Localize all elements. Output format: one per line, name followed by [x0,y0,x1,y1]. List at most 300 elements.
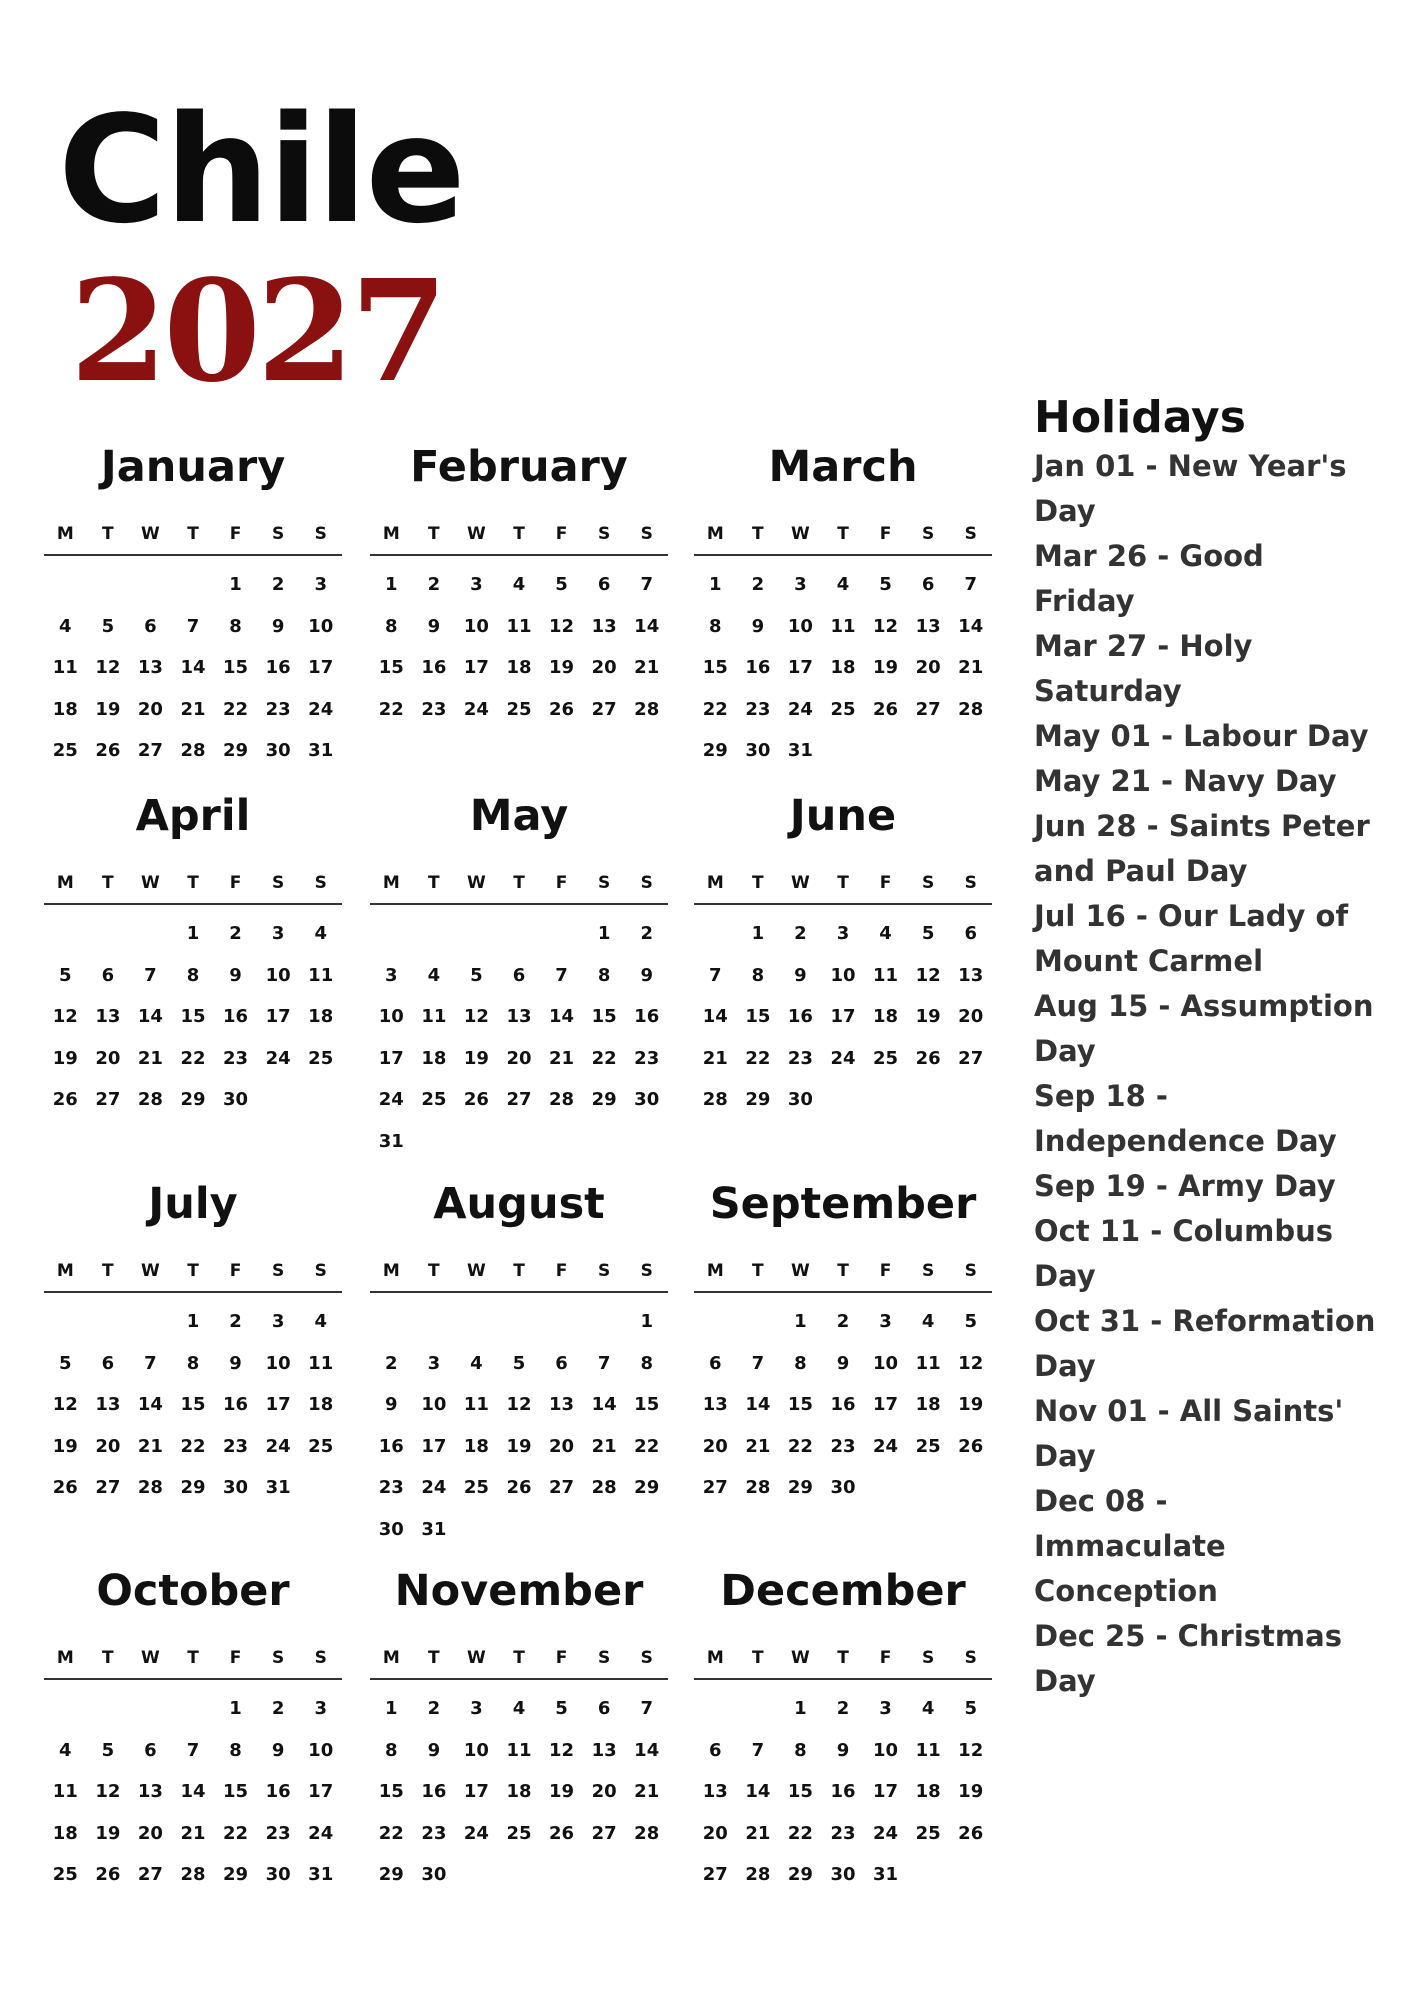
day-cell: 5 [59,964,72,986]
weekday-label: S [922,524,935,544]
day-cell: 25 [421,1089,447,1111]
day-cell: 1 [751,923,765,945]
weekday-label: F [229,1261,242,1281]
day-cell: 11 [308,1352,334,1374]
day-cell: 26 [873,698,899,720]
day-cell: 23 [378,1477,404,1499]
day-cell: 26 [52,1089,78,1111]
day-cell: 16 [830,1394,856,1416]
day-cell: 19 [549,1781,575,1803]
day-cell: 17 [873,1781,899,1803]
day-cell: 10 [463,615,489,637]
weekday-label: S [598,1261,611,1281]
day-cell: 9 [427,615,441,637]
day-cell: 20 [95,1435,121,1457]
day-cell: 16 [421,1781,447,1803]
weekday-label: S [640,873,653,893]
weekday-label: T [752,873,764,893]
holiday-line: Day [1034,1439,1096,1473]
weekday-label: S [640,524,653,544]
day-cell: 22 [634,1435,660,1457]
weekday-label: S [272,873,285,893]
day-cell: 24 [308,1822,334,1844]
day-cell: 19 [95,698,121,720]
day-cell: 17 [265,1394,291,1416]
day-cell: 4 [314,1311,327,1333]
day-cell: 31 [308,740,334,762]
day-cell: 17 [421,1435,447,1457]
day-cell: 18 [52,1822,78,1844]
day-cell: 1 [229,574,242,596]
day-cell: 17 [308,657,334,679]
day-cell: 23 [265,698,291,720]
day-cell: 16 [223,1394,249,1416]
day-cell: 24 [873,1435,899,1457]
day-cell: 7 [186,615,200,637]
day-cell: 6 [555,1352,568,1374]
day-grid [370,913,668,1162]
month-name: June [789,791,897,841]
day-cell: 13 [137,1781,163,1803]
month-name: December [720,1566,966,1616]
month-name: May [469,791,569,841]
day-cell: 18 [421,1047,447,1069]
day-cell: 25 [506,1822,532,1844]
day-cell: 20 [915,657,941,679]
day-cell: 26 [549,698,575,720]
day-cell: 19 [95,1822,121,1844]
day-cell: 7 [751,1352,765,1374]
holiday-line: Independence Day [1034,1124,1337,1158]
day-cell: 24 [378,1089,404,1111]
day-cell: 25 [915,1822,941,1844]
day-cell: 26 [958,1435,984,1457]
day-cell: 23 [421,1822,447,1844]
day-cell: 21 [549,1047,575,1069]
weekday-label: T [513,1261,525,1281]
day-cell: 30 [745,740,771,762]
holiday-line: Saturday [1034,674,1182,708]
day-cell: 12 [463,1006,489,1028]
weekday-label: T [428,873,440,893]
day-cell: 30 [830,1864,856,1886]
day-cell: 10 [787,615,813,637]
day-cell: 22 [591,1047,617,1069]
weekday-label: S [314,524,327,544]
day-cell: 10 [308,615,334,637]
weekday-label: M [706,1261,724,1281]
day-cell: 21 [745,1822,771,1844]
day-cell: 5 [59,1352,72,1374]
day-cell: 8 [709,615,722,637]
day-cell: 10 [463,1739,489,1761]
day-cell: 9 [640,964,653,986]
day-cell: 29 [787,1477,813,1499]
day-cell: 28 [591,1477,617,1499]
day-cell: 29 [180,1477,206,1499]
day-cell: 27 [506,1089,532,1111]
day-cell: 31 [265,1477,291,1499]
weekday-label: W [467,873,486,893]
day-cell: 15 [223,657,249,679]
day-cell: 11 [830,615,856,637]
day-cell: 6 [964,923,977,945]
day-cell: 1 [186,1311,200,1333]
day-cell: 3 [836,923,850,945]
day-cell: 17 [873,1394,899,1416]
day-cell: 7 [751,1739,765,1761]
weekday-label: S [314,873,327,893]
day-cell: 20 [702,1822,728,1844]
day-cell: 4 [512,574,526,596]
holiday-line: Nov 01 - All Saints' [1034,1394,1344,1428]
weekday-label: T [837,873,849,893]
day-cell: 28 [634,698,660,720]
month-name: November [394,1566,644,1616]
day-cell: 26 [506,1477,532,1499]
day-cell: 28 [137,1089,163,1111]
day-cell: 16 [830,1781,856,1803]
day-cell: 25 [506,698,532,720]
holiday-line: Oct 11 - Columbus [1034,1214,1334,1248]
day-cell: 29 [745,1089,771,1111]
day-cell: 9 [229,1352,242,1374]
day-cell: 18 [830,657,856,679]
day-cell: 7 [640,1698,653,1720]
weekday-label: M [56,1648,74,1668]
day-cell: 13 [702,1781,728,1803]
day-cell: 9 [751,615,765,637]
day-grid [370,1301,668,1550]
day-cell: 18 [308,1394,334,1416]
day-cell: 21 [591,1435,617,1457]
day-cell: 12 [958,1352,984,1374]
day-cell: 14 [137,1394,163,1416]
day-cell: 12 [52,1394,78,1416]
day-cell: 24 [421,1477,447,1499]
day-cell: 3 [271,1311,285,1333]
weekday-label: S [314,1648,327,1668]
month-january [44,442,342,772]
day-cell: 27 [958,1047,984,1069]
day-cell: 10 [421,1394,447,1416]
day-cell: 27 [702,1477,728,1499]
day-cell: 22 [787,1822,813,1844]
day-cell: 7 [555,964,568,986]
day-grid [370,1688,668,1896]
weekday-label: F [879,524,892,544]
day-cell: 6 [512,964,526,986]
day-cell: 2 [229,1311,242,1333]
day-cell: 8 [794,1739,807,1761]
day-cell: 5 [879,574,892,596]
day-cell: 4 [59,615,72,637]
day-cell: 24 [308,698,334,720]
day-cell: 2 [640,923,653,945]
day-cell: 19 [549,657,575,679]
day-cell: 4 [921,1698,935,1720]
weekday-label: F [879,1261,892,1281]
day-cell: 22 [223,698,249,720]
holiday-line: Friday [1034,584,1135,618]
day-cell: 19 [52,1435,78,1457]
day-cell: 7 [964,574,977,596]
holiday-line: May 21 - Navy Day [1034,764,1337,798]
day-cell: 8 [229,615,242,637]
weekday-label: M [706,1648,724,1668]
day-cell: 24 [873,1822,899,1844]
day-cell: 2 [794,923,807,945]
month-september [694,1179,992,1509]
day-grid [694,564,992,772]
weekday-label: M [56,1261,74,1281]
weekday-label: S [272,524,285,544]
day-cell: 2 [751,574,765,596]
day-cell: 4 [836,574,850,596]
day-cell: 12 [52,1006,78,1028]
day-cell: 9 [836,1739,850,1761]
weekday-label: S [964,1261,977,1281]
day-cell: 10 [378,1006,404,1028]
day-cell: 2 [427,574,441,596]
day-cell: 12 [549,1739,575,1761]
holiday-line: Dec 08 - [1034,1484,1168,1518]
day-cell: 24 [265,1435,291,1457]
day-cell: 3 [385,964,398,986]
day-cell: 6 [921,574,935,596]
day-cell: 11 [52,1781,78,1803]
weekday-label: W [791,1648,810,1668]
weekday-label: S [640,1261,653,1281]
day-cell: 20 [549,1435,575,1457]
day-cell: 11 [506,615,532,637]
day-cell: 22 [180,1435,206,1457]
day-cell: 28 [634,1822,660,1844]
holiday-line: Conception [1034,1574,1218,1608]
weekday-label: M [56,873,74,893]
day-cell: 25 [915,1435,941,1457]
day-cell: 20 [506,1047,532,1069]
day-cell: 17 [378,1047,404,1069]
day-cell: 6 [101,1352,115,1374]
day-cell: 13 [958,964,984,986]
day-cell: 14 [634,615,660,637]
weekday-label: T [187,873,199,893]
day-cell: 6 [597,574,611,596]
holidays-title: Holidays [1034,392,1246,443]
holiday-line: Day [1034,494,1096,528]
weekday-label: T [187,1648,199,1668]
day-cell: 4 [879,923,892,945]
day-cell: 5 [512,1352,526,1374]
month-name: July [148,1179,238,1229]
weekday-label: M [706,873,724,893]
day-cell: 2 [836,1311,850,1333]
weekday-label: W [791,873,810,893]
weekday-header [694,1261,992,1293]
day-cell: 24 [463,1822,489,1844]
day-grid [694,1688,992,1896]
day-cell: 14 [591,1394,617,1416]
weekday-label: W [467,1648,486,1668]
day-cell: 21 [702,1047,728,1069]
day-cell: 17 [265,1006,291,1028]
day-cell: 8 [186,1352,200,1374]
weekday-header [44,1261,342,1293]
day-cell: 13 [506,1006,532,1028]
day-cell: 27 [702,1864,728,1886]
day-cell: 10 [873,1739,899,1761]
day-cell: 31 [308,1864,334,1886]
day-cell: 1 [385,574,398,596]
weekday-label: S [922,1261,935,1281]
day-cell: 4 [512,1698,526,1720]
page-title-country: Chile [58,84,464,256]
day-cell: 2 [229,923,242,945]
day-cell: 31 [421,1518,447,1540]
weekday-label: T [102,1261,114,1281]
weekday-label: T [102,524,114,544]
day-grid [370,564,668,730]
day-cell: 27 [137,1864,163,1886]
weekday-label: T [837,1261,849,1281]
day-cell: 9 [836,1352,850,1374]
day-cell: 27 [95,1089,121,1111]
day-cell: 11 [506,1739,532,1761]
day-cell: 16 [634,1006,660,1028]
day-cell: 9 [229,964,242,986]
month-name: April [135,791,251,841]
day-cell: 15 [378,1781,404,1803]
day-cell: 9 [271,615,285,637]
day-cell: 21 [634,657,660,679]
day-cell: 26 [95,740,121,762]
holiday-line: Mar 27 - Holy [1034,629,1253,663]
day-cell: 24 [463,698,489,720]
month-august [370,1179,668,1550]
weekday-label: T [102,873,114,893]
day-cell: 18 [873,1006,899,1028]
day-cell: 28 [745,1477,771,1499]
holiday-line: Dec 25 - Christmas [1034,1619,1342,1653]
day-cell: 21 [958,657,984,679]
day-cell: 19 [52,1047,78,1069]
day-cell: 16 [223,1006,249,1028]
day-cell: 12 [873,615,899,637]
day-cell: 16 [265,657,291,679]
day-cell: 8 [751,964,765,986]
weekday-label: S [272,1648,285,1668]
day-cell: 3 [314,1698,327,1720]
weekday-header [694,873,992,905]
day-cell: 8 [794,1352,807,1374]
month-name: October [96,1566,290,1616]
day-cell: 18 [506,657,532,679]
day-cell: 22 [787,1435,813,1457]
holiday-line: Day [1034,1259,1096,1293]
day-cell: 23 [787,1047,813,1069]
day-cell: 13 [915,615,941,637]
day-cell: 3 [879,1698,892,1720]
weekday-label: S [640,1648,653,1668]
day-cell: 15 [378,657,404,679]
day-cell: 27 [549,1477,575,1499]
day-cell: 30 [421,1864,447,1886]
day-cell: 26 [549,1822,575,1844]
day-cell: 29 [378,1864,404,1886]
day-cell: 25 [830,698,856,720]
day-cell: 19 [506,1435,532,1457]
weekday-label: S [922,873,935,893]
day-cell: 28 [137,1477,163,1499]
day-cell: 12 [506,1394,532,1416]
day-cell: 17 [787,657,813,679]
holiday-line: Day [1034,1664,1096,1698]
day-cell: 8 [385,615,398,637]
day-cell: 28 [180,1864,206,1886]
day-cell: 31 [378,1130,404,1152]
weekday-label: T [837,524,849,544]
month-july [44,1179,342,1509]
weekday-label: M [382,873,400,893]
day-cell: 14 [745,1781,771,1803]
weekday-header [694,524,992,556]
weekday-header [44,524,342,556]
day-cell: 6 [597,1698,611,1720]
day-cell: 8 [640,1352,653,1374]
day-cell: 8 [229,1739,242,1761]
day-cell: 22 [378,1822,404,1844]
day-cell: 12 [95,657,121,679]
weekday-label: F [555,873,568,893]
day-cell: 3 [879,1311,892,1333]
day-cell: 29 [180,1089,206,1111]
month-june [694,791,992,1121]
weekday-label: F [229,873,242,893]
holiday-line: Jun 28 - Saints Peter [1034,809,1370,843]
day-cell: 31 [787,740,813,762]
holiday-line: Immaculate [1034,1529,1226,1563]
month-name: August [433,1179,605,1229]
weekday-label: T [752,524,764,544]
day-cell: 17 [463,657,489,679]
day-cell: 20 [958,1006,984,1028]
day-cell: 3 [470,1698,483,1720]
weekday-label: W [467,1261,486,1281]
day-cell: 6 [144,1739,157,1761]
day-cell: 30 [634,1089,660,1111]
day-cell: 30 [830,1477,856,1499]
month-november [370,1566,668,1896]
day-cell: 28 [702,1089,728,1111]
day-cell: 5 [921,923,935,945]
day-cell: 14 [137,1006,163,1028]
day-cell: 27 [915,698,941,720]
month-december [694,1566,992,1896]
day-cell: 10 [830,964,856,986]
weekday-label: S [598,873,611,893]
day-cell: 17 [308,1781,334,1803]
day-cell: 26 [915,1047,941,1069]
holiday-line: and Paul Day [1034,854,1248,888]
day-cell: 6 [101,964,115,986]
weekday-label: T [187,524,199,544]
day-cell: 9 [427,1739,441,1761]
holiday-line: Jul 16 - Our Lady of [1034,899,1349,933]
day-cell: 12 [958,1739,984,1761]
day-cell: 1 [229,1698,242,1720]
weekday-label: M [382,524,400,544]
